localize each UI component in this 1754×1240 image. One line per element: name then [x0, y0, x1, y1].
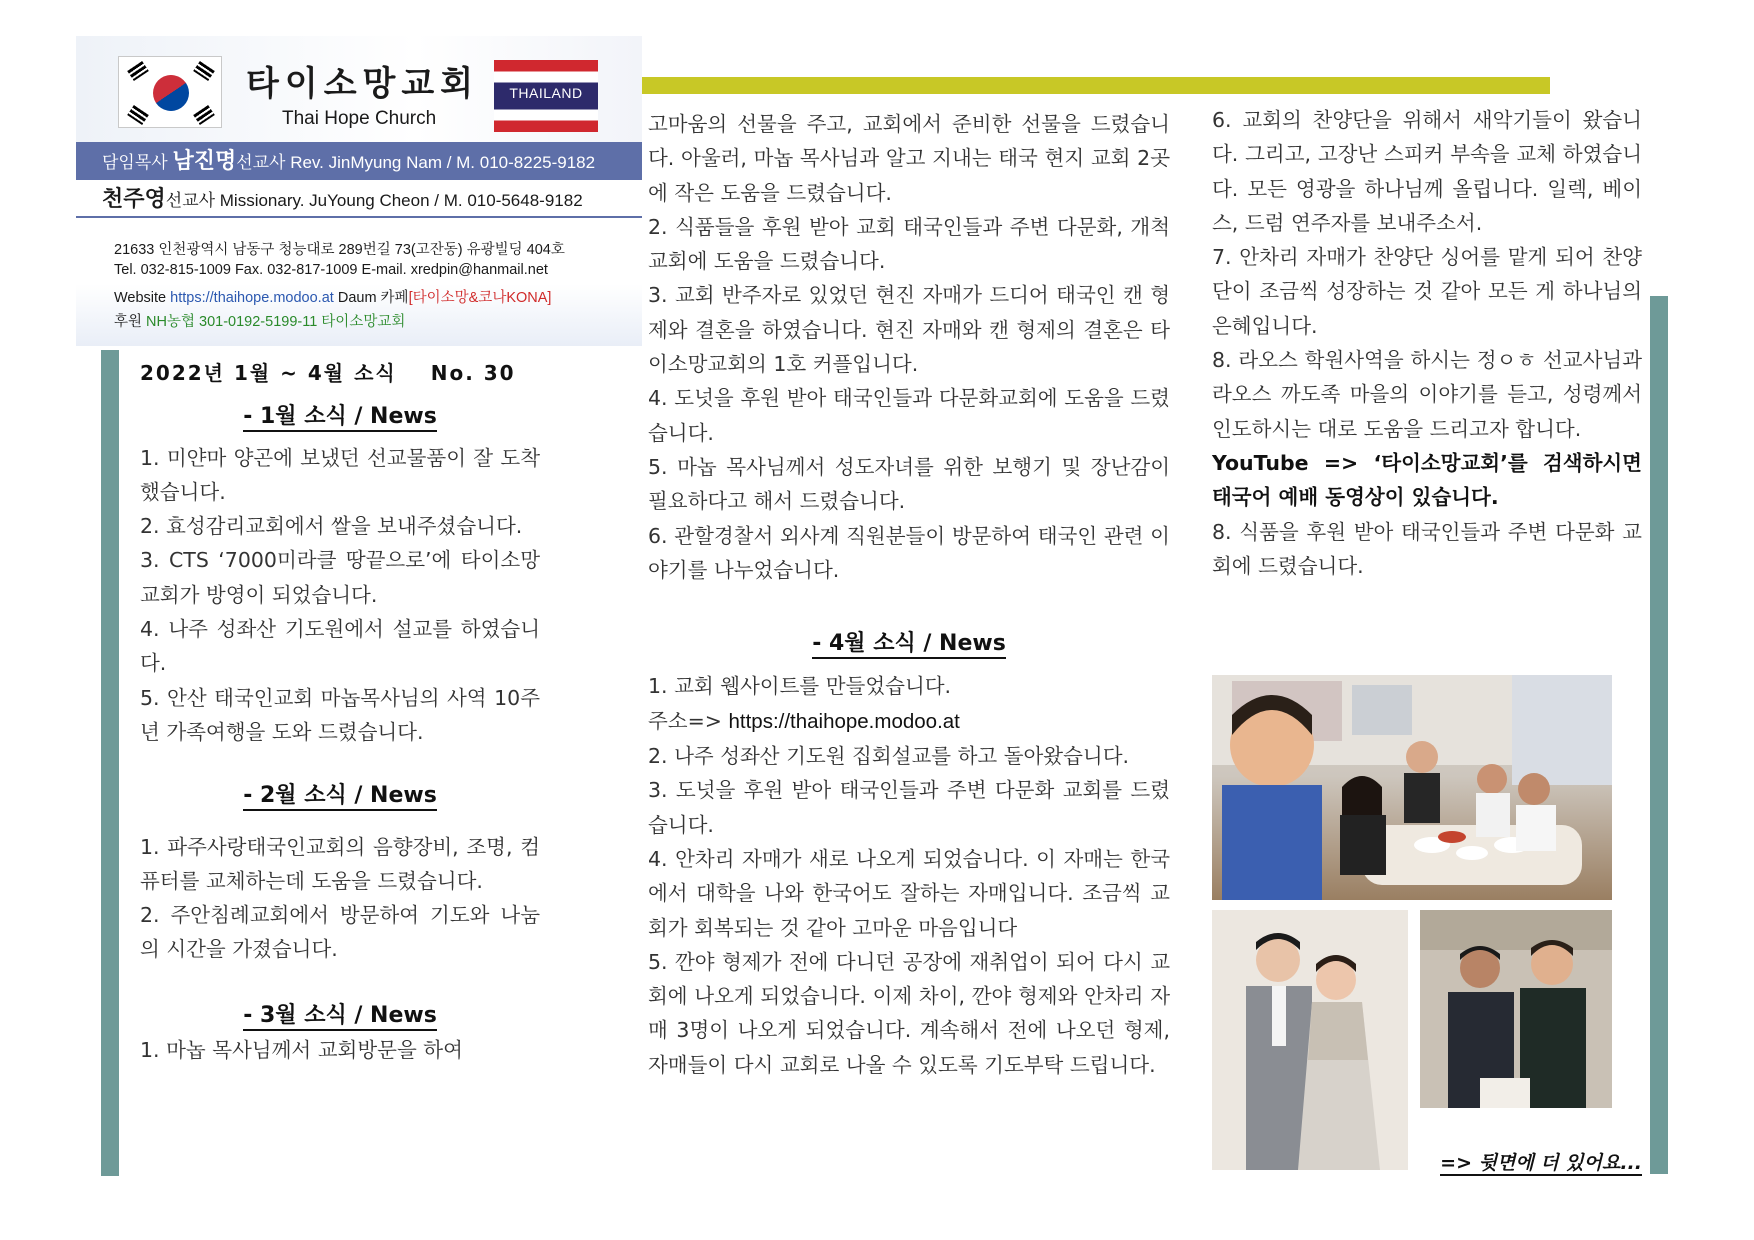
issue-title: 2022년 1월 ~ 4월 소식 [140, 361, 397, 385]
column-left [140, 356, 540, 1067]
april-heading: - 4월 소식 / News [648, 627, 1170, 661]
april-address-label: 주소=> [648, 708, 722, 733]
april-item: 5. 깐야 형제가 전에 다니던 공장에 재취업이 되어 다시 교회에 나오게 되었습니다. 이제 차이, 깐야 형제와 안차리 자매 3명이 나오게 되었습니다. 계속해서 전에 나오던 형제, 자매들이 다시 교회로 나올 수 있도록 기도부탁 드립니다. [648, 949, 1170, 1077]
march-item: 2. 식품들을 후원 받아 교회 태국인들과 주변 다문화, 개척교회에 도움을 드렸습니다. [648, 214, 1170, 274]
youtube-note: YouTube => ‘타이소망교회’를 검색하시면 태국어 예배 동영상이 있습니다. [1212, 450, 1642, 510]
march-item-continued: 고마움의 선물을 주고, 교회에서 준비한 선물을 드렸습니다. 아울러, 마놉 목사님과 알고 지내는 태국 현지 교회 2곳에 작은 도움을 드렸습니다. [648, 112, 1170, 205]
left-side-bar [101, 350, 119, 1176]
april-item: 7. 안차리 자매가 찬양단 싱어를 맡게 되어 찬양단이 조금씩 성장하는 것 같아 모든 게 하나님의 은혜입니다. [1212, 245, 1642, 338]
issue-title-line [140, 356, 540, 390]
missionary-name: 천주영 [102, 186, 166, 211]
thailand-flag-icon [494, 60, 598, 132]
issue-number: No. 30 [430, 361, 516, 385]
january-item: 5. 안산 태국인교회 마놉목사님의 사역 10주년 가족여행을 도와 드렸습니다. [140, 685, 540, 744]
cafe-name[interactable]: [타이소망&코나KONA] [408, 290, 552, 306]
web-line [114, 286, 634, 307]
january-item: 3. CTS ‘7000미라클 땅끝으로’에 타이소망교회가 방영이 되었습니다. [140, 548, 540, 607]
march-heading: - 3월 소식 / News [140, 999, 540, 1033]
april-item: 8. 라오스 학원사역을 하시는 정ㅇㅎ 선교사님과 라오스 까도족 마을의 이야기를 듣고, 성령께서 인도하시는 대로 도움을 드리고자 합니다. [1212, 348, 1642, 441]
pastor-prefix: 담임목사 [102, 153, 168, 172]
april-address [648, 704, 1170, 739]
april-address-link[interactable]: https://thaihope.modoo.at [728, 709, 960, 733]
pastor-details: 선교사 Rev. JinMyung Nam / M. 010-8225-9182 [236, 153, 596, 172]
support-label: 후원 [114, 314, 143, 330]
church-address: 21633 인천광역시 남동구 청능대로 289번길 73(고잔동) 유광빌딩 404호 [114, 242, 565, 258]
thailand-flag-label: THAILAND [509, 85, 583, 101]
pastor-name: 남진명 [172, 148, 237, 173]
january-item: 4. 나주 성좌산 기도원에서 설교를 하였습니다. [140, 617, 540, 676]
march-item: 6. 관할경찰서 외사계 직원분들이 방문하여 태국인 관련 이야기를 나누었습니다. [648, 523, 1170, 582]
february-item: 2. 주안침례교회에서 방문하여 기도와 나눔의 시간을 가졌습니다. [140, 903, 540, 962]
men-photo-illustration [1420, 910, 1612, 1108]
column-middle [648, 107, 1170, 1082]
march-item: 3. 교회 반주자로 있었던 현진 자매가 드디어 태국인 캔 형제와 결혼을 하였습니다. 현진 자매와 캔 형제의 결혼은 타이소망교회의 1호 커플입니다. [648, 283, 1170, 377]
march-item: 1. 마놉 목사님께서 교회방문을 하여 [140, 1038, 463, 1063]
support-account: NH농협 301-0192-5199-11 타이소망교회 [146, 314, 406, 330]
couple-photo-illustration [1212, 910, 1408, 1170]
email-label: E-mail. [361, 262, 407, 278]
tel-number: 032-815-1009 [140, 262, 231, 278]
april-item: 1. 교회 웹사이트를 만들었습니다. [648, 674, 952, 699]
church-name-english: Thai Hope Church [282, 108, 437, 129]
missionary-details: 선교사 Missionary. JuYoung Cheon / M. 010-5648-9182 [165, 191, 583, 210]
website-label: Website [114, 290, 167, 306]
january-heading: - 1월 소식 / News [140, 400, 540, 434]
church-name-korean: 타이소망교회 [246, 64, 480, 104]
column-right [1212, 103, 1642, 583]
march-item: 5. 마놉 목사님께서 성도자녀를 위한 보행기 및 장난감이 필요하다고 해서 드렸습니다. [648, 454, 1170, 514]
church-men-photo [1420, 910, 1612, 1108]
fax-label: Fax. [234, 262, 264, 278]
cafe-label: Daum 카페 [337, 290, 409, 306]
korean-flag-icon [118, 56, 222, 128]
fax-number: 032-817-1009 [267, 262, 358, 278]
march-item: 4. 도넛을 후원 받아 태국인들과 다문화교회에 도움을 드렸습니다. [648, 386, 1170, 445]
church-dinner-photo [1212, 675, 1612, 900]
april-item: 3. 도넛을 후원 받아 태국인들과 주변 다문화 교회를 드렸습니다. [648, 778, 1170, 837]
april-item: 4. 안차리 자매가 새로 나오게 되었습니다. 이 자매는 한국에서 대학을 나와 한국어도 잘하는 자매입니다. 조금씩 교회가 회복되는 것 같아 고마운 마음입니다 [648, 846, 1170, 940]
church-header [76, 36, 642, 346]
february-item: 1. 파주사랑태국인교회의 음향장비, 조명, 컴퓨터를 교체하는데 도움을 드렸습니다. [140, 834, 540, 893]
wedding-couple-photo [1212, 910, 1408, 1170]
support-line [114, 310, 634, 331]
april-item: 2. 나주 성좌산 기도원 집회설교를 하고 돌아왔습니다. [648, 744, 1130, 769]
right-side-bar [1650, 296, 1668, 1174]
email-address[interactable]: xredpin@hanmail.net [410, 262, 548, 278]
dinner-photo-illustration [1212, 675, 1612, 900]
april-item: 6. 교회의 찬양단을 위해서 새악기들이 왔습니다. 그리고, 고장난 스피커 부속을 교체 하였습니다. 모든 영광을 하나님께 올립니다. 일렉, 베이스, 드럼 연주자를 보내주소서. [1212, 108, 1642, 235]
february-heading: - 2월 소식 / News [140, 779, 540, 813]
january-item: 2. 효성감리교회에서 쌀을 보내주셨습니다. [140, 514, 523, 539]
january-item: 1. 미얀마 양곤에 보냈던 선교물품이 잘 도착했습니다. [140, 445, 540, 504]
website-link[interactable]: https://thaihope.modoo.at [170, 290, 334, 306]
top-accent-bar [642, 77, 1550, 94]
more-on-back-note: => 뒷면에 더 있어요... [1440, 1152, 1642, 1174]
missionary-row [76, 180, 642, 218]
contact-line [114, 262, 634, 278]
pastor-bar [76, 142, 642, 180]
april-item: 8. 식품을 후원 받아 태국인들과 주변 다문화 교회에 드렸습니다. [1212, 519, 1642, 578]
tel-label: Tel. [114, 262, 137, 278]
